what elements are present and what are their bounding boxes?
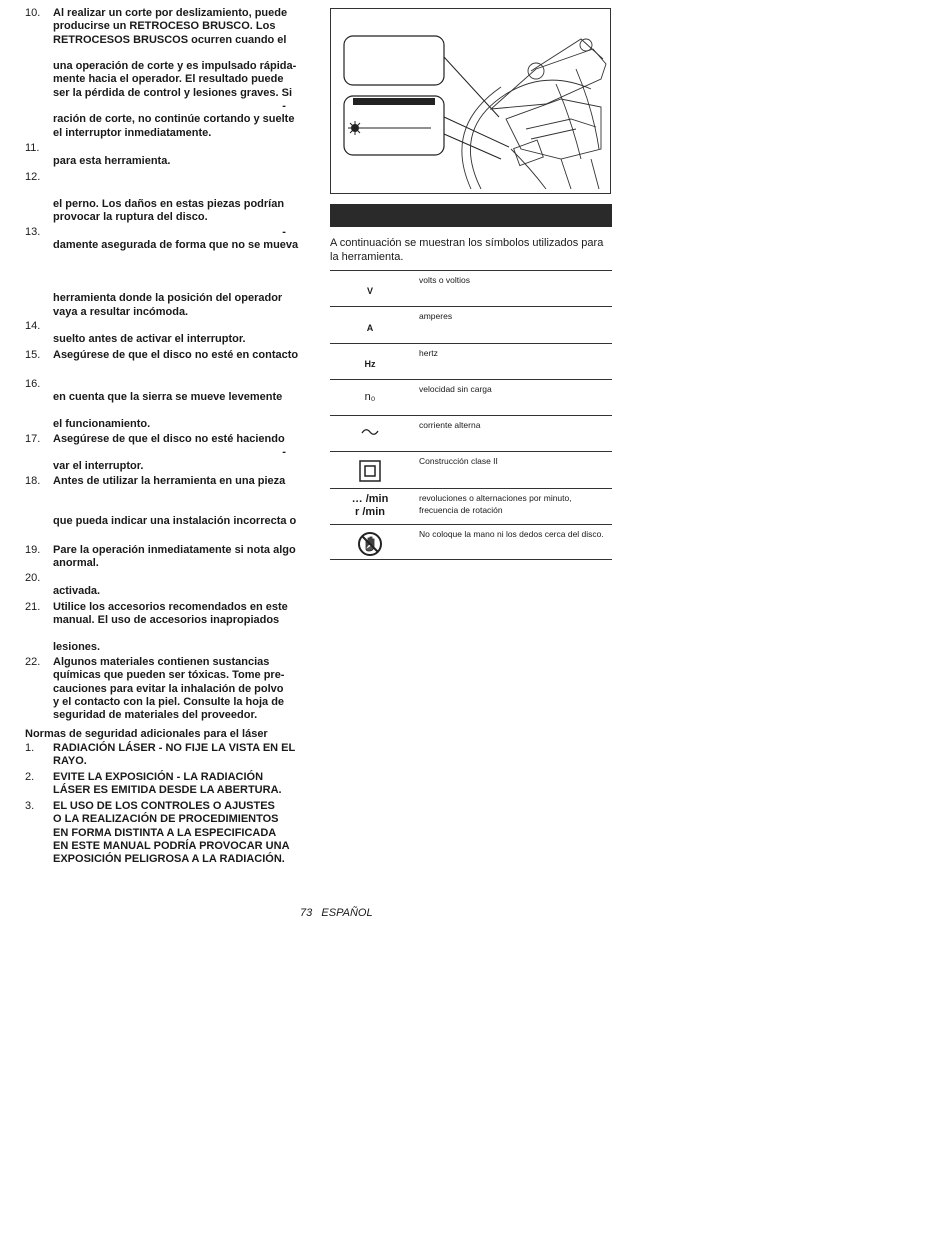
symbol-description: volts o voltios <box>419 275 471 285</box>
text-line <box>53 184 308 197</box>
symbol-row <box>330 451 612 488</box>
text-line: para esta herramienta. <box>53 155 171 168</box>
item-text <box>53 320 308 347</box>
symbol-row <box>330 524 612 560</box>
item-text <box>53 800 308 866</box>
text-line: RETROCESOS BRUSCOS ocurren cuando el <box>53 33 287 46</box>
symbol-description: corriente alterna <box>419 420 481 430</box>
text-line: Utilice los accesorios recomendados en este <box>53 601 288 613</box>
item-text <box>53 349 308 362</box>
item-number: 21. <box>25 601 41 613</box>
symbol: V <box>366 286 373 296</box>
text-line: EVITE LA EXPOSICIÓN - LA RADIACIÓN <box>53 771 264 783</box>
item-text <box>53 171 308 224</box>
text-line: y el contacto con la piel. Consulte la hoja de <box>53 695 285 708</box>
item-number: 11. <box>25 142 40 154</box>
text-line: Asegúrese de que el disco no esté en contacto <box>53 349 299 361</box>
text-line: el perno. Los daños en estas piezas podrían <box>53 197 285 210</box>
text-line <box>53 320 308 333</box>
symbol-row <box>330 343 612 379</box>
laser-starburst-icon <box>348 121 362 135</box>
text-line: Antes de utilizar la herramienta en una pieza <box>53 475 286 487</box>
text-line: Asegúrese de que el disco no esté haciendo <box>53 433 285 445</box>
callout-box-top <box>344 36 444 85</box>
symbol: n₀ <box>364 391 376 403</box>
symbol-description: revoluciones o alternaciones por minuto, frecuencia de rotación <box>419 493 572 515</box>
text-line: el interruptor inmediatamente. <box>53 126 212 139</box>
item-text <box>53 226 308 319</box>
text-line <box>53 279 308 292</box>
saw-illustration <box>331 9 611 194</box>
text-line: ser la pérdida de control y lesiones graves. Si <box>53 86 293 99</box>
text-line <box>53 628 308 641</box>
text-line: ración de corte, no continúe cortando y suelte <box>53 113 295 126</box>
item-text <box>53 742 308 769</box>
symbol-row <box>330 415 612 451</box>
text-line: producirse un RETROCESO BRUSCO. Los <box>53 20 276 33</box>
text-line: seguridad de materiales del proveedor. <box>53 709 258 722</box>
laser-label-figure <box>330 8 611 194</box>
symbol-description: No coloque la mano ni los dedos cerca del disco. <box>419 529 604 539</box>
text-line: RAYO. <box>53 755 87 768</box>
item-number: 2. <box>25 771 35 783</box>
text-line <box>53 142 308 155</box>
warning-label-bar <box>353 98 435 105</box>
text-line <box>53 171 308 184</box>
text-line <box>53 266 308 279</box>
symbols-table <box>330 270 612 560</box>
tilde-icon <box>330 424 410 442</box>
text-line <box>53 47 308 60</box>
text-line: Al realizar un corte por deslizamiento, puede <box>53 7 288 19</box>
text-line: mente hacia el operador. El resultado puede <box>53 73 284 86</box>
item-text <box>53 771 308 798</box>
item-text <box>53 572 308 599</box>
text-line: vaya a resultar incómoda. <box>53 305 189 318</box>
text-line: que pueda indicar una instalación incorrecta o <box>53 514 297 527</box>
text-line: O LA REALIZACIÓN DE PROCEDIMIENTOS <box>53 813 279 826</box>
page-number: 73 <box>300 907 313 919</box>
text-line: RADIACIÓN LÁSER - NO FIJE LA VISTA EN EL <box>53 742 296 754</box>
class-ii-icon <box>330 460 410 484</box>
symbol-description: velocidad sin carga <box>419 384 492 394</box>
text-line <box>53 378 308 391</box>
item-text <box>53 7 308 140</box>
symbols-intro: A continuación se muestran los símbolos utilizados para la herramienta. <box>330 237 604 263</box>
text-line: químicas que pueden ser tóxicas. Tome pre- <box>53 669 285 682</box>
symbol: … /min r /min <box>351 493 389 518</box>
text-line <box>53 502 308 515</box>
text-line <box>53 572 308 585</box>
symbol: Hz <box>364 359 376 369</box>
text-line: una operación de corte y es impulsado rápida- <box>53 60 297 73</box>
item-number: 14. <box>25 320 41 332</box>
item-text <box>53 656 308 722</box>
item-number: 12. <box>25 171 41 183</box>
text-line: provocar la ruptura del disco. <box>53 210 208 223</box>
text-line: EN FORMA DISTINTA A LA ESPECIFICADA <box>53 826 277 839</box>
text-line: suelto antes de activar el interruptor. <box>53 333 246 346</box>
text-line: var el interruptor. <box>53 459 144 472</box>
text-line: - <box>53 446 286 459</box>
item-text <box>53 378 308 431</box>
laser-rules-heading: Normas de seguridad adicionales para el láser <box>25 728 268 740</box>
item-text <box>53 601 308 654</box>
text-line: LÁSER ES EMITIDA DESDE LA ABERTURA. <box>53 784 282 797</box>
item-number: 1. <box>25 742 35 754</box>
text-line: - <box>53 226 286 238</box>
item-number: 19. <box>25 544 41 556</box>
text-line: el funcionamiento. <box>53 417 151 430</box>
text-line: manual. El uso de accesorios inapropiados <box>53 614 280 627</box>
text-line: anormal. <box>53 557 99 570</box>
text-line: Pare la operación inmediatamente si nota algo <box>53 544 296 556</box>
symbol-row <box>330 270 612 306</box>
text-line: Algunos materiales contienen sustancias <box>53 656 270 668</box>
text-line: EXPOSICIÓN PELIGROSA A LA RADIACIÓN. <box>53 853 285 866</box>
text-line: cauciones para evitar la inhalación de polvo <box>53 682 284 695</box>
item-number: 13. <box>25 226 41 238</box>
symbol-description: hertz <box>419 348 438 358</box>
item-number: 22. <box>25 656 41 668</box>
text-line: EN ESTE MANUAL PODRÍA PROVOCAR UNA <box>53 839 290 852</box>
no-hand-icon <box>330 531 410 559</box>
item-text <box>53 475 308 528</box>
page-footer <box>300 907 373 919</box>
item-number: 20. <box>25 572 41 584</box>
symbol-row <box>330 379 612 415</box>
text-line: - <box>53 100 286 113</box>
item-number: 15. <box>25 349 41 361</box>
text-line: en cuenta que la sierra se mueve levemente <box>53 391 283 404</box>
text-line: lesiones. <box>53 640 101 653</box>
symbol-description: amperes <box>419 311 453 321</box>
item-text <box>53 433 308 473</box>
text-line: activada. <box>53 585 101 598</box>
item-text <box>53 142 308 169</box>
text-line: damente asegurada de forma que no se mueva <box>53 239 299 252</box>
item-number: 16. <box>25 378 41 390</box>
text-line: EL USO DE LOS CONTROLES O AJUSTES <box>53 800 275 812</box>
text-line <box>53 405 308 418</box>
symbol-row <box>330 488 612 524</box>
item-number: 18. <box>25 475 41 487</box>
footer-language: ESPAÑOL <box>321 907 373 919</box>
symbol-description: Construcción clase II <box>419 456 498 466</box>
text-line <box>53 488 308 501</box>
item-text <box>53 544 308 571</box>
section-heading-bar <box>330 204 612 227</box>
item-number: 3. <box>25 800 35 812</box>
symbol: A <box>366 322 374 333</box>
text-line <box>53 253 308 266</box>
symbol-row <box>330 306 612 343</box>
item-number: 10. <box>25 7 41 19</box>
item-number: 17. <box>25 433 41 445</box>
text-line: herramienta donde la posición del operador <box>53 292 283 305</box>
